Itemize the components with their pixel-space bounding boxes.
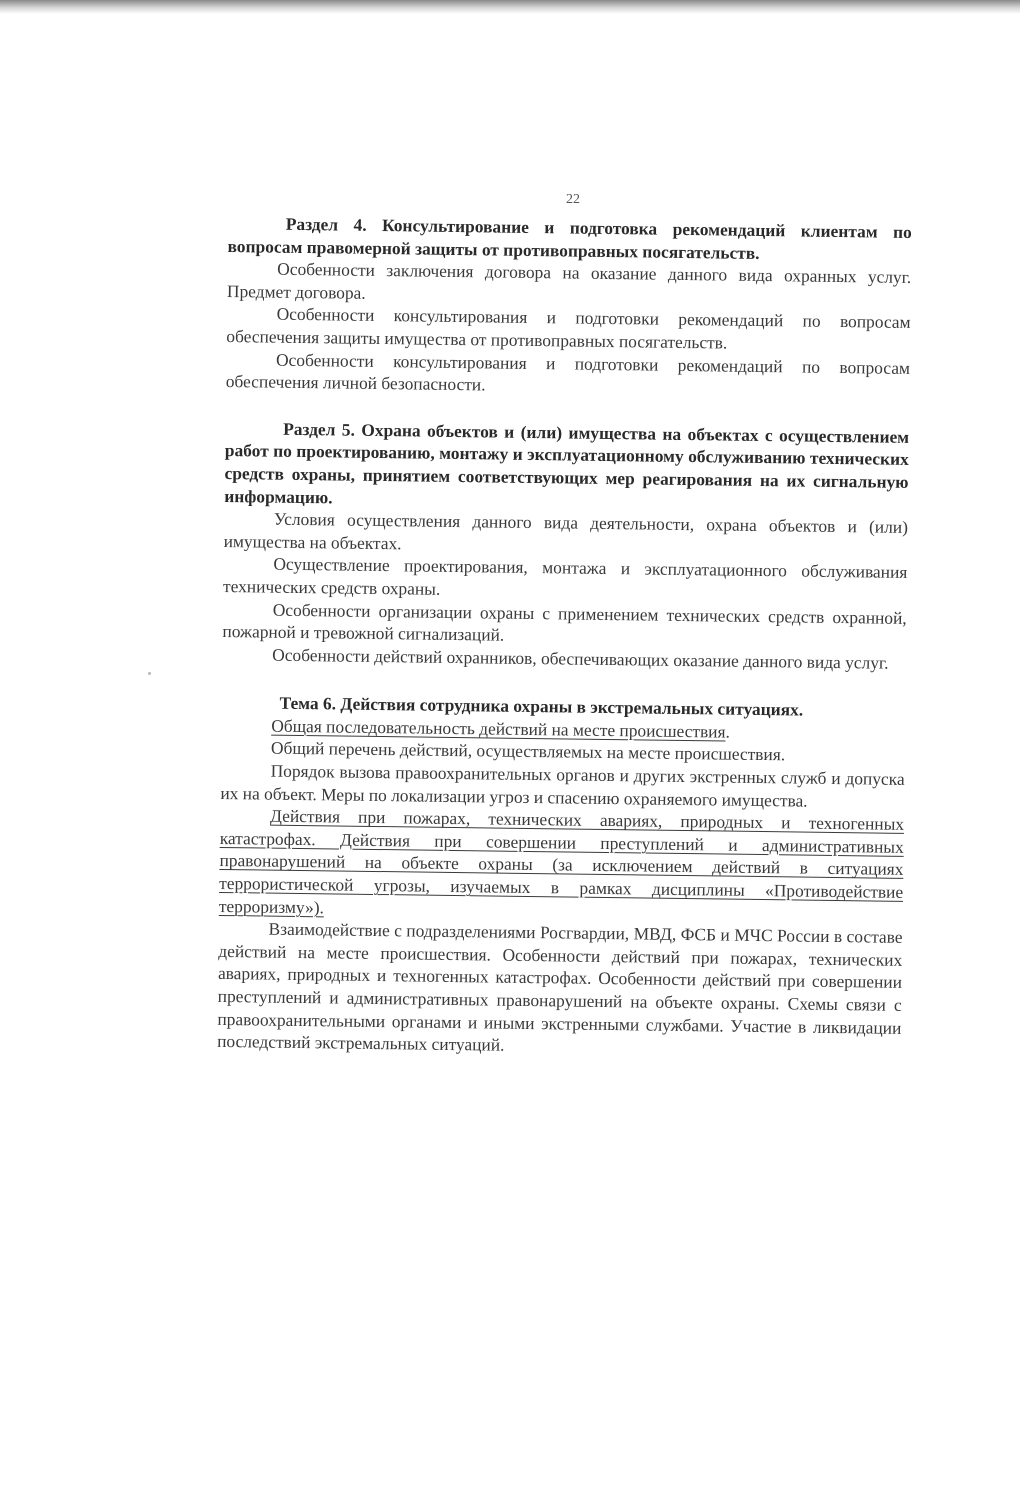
- topic6-underlined-text: Действия при пожарах, технических авариях, природных и техногенных катастрофах. Действия при совершении преступлений и административных правонарушений на объекте охраны (за исключением действий в ситуациях террористической угрозы, изучаемых в рамках дисциплины «Противодействие терроризму»).: [218, 805, 905, 917]
- section5-paragraph: Особенности действий охранников, обеспечивающих оказание данного вида услуг.: [272, 644, 889, 673]
- topic6-intro-period: .: [725, 721, 731, 742]
- scan-speck: [148, 672, 151, 675]
- topic6-final-paragraph: Взаимодействие с подразделениями Росгвардии, МВД, ФСБ и МЧС России в составе действий на месте происшествия. Особенности действий при пожарах, технических авариях, природных и техногенных катастрофах. Особенности действий при совершении преступлений и административных правонарушений на объекте охраны. Схемы связи с правоохранительными органами и иными экстренными службами. Участие в ликвидации последствий экстремальных ситуаций.: [217, 918, 903, 1055]
- topic6-underlined-paragraph: [219, 804, 904, 926]
- topic6-heading: Тема 6. Действия сотрудника охраны в экстремальных ситуациях.: [279, 692, 804, 720]
- document-body: [217, 212, 912, 1062]
- page-number: 22: [566, 192, 580, 207]
- section5-heading: Раздел 5. Охрана объектов и (или) имущества на объектах с осуществлением работ по проектированию, монтажу и эксплуатационному обслуживанию технических средств охраны, принятием соответствующих мер реагирования на их сигнальную информацию.: [224, 418, 910, 507]
- section5-paragraph: Особенности организации охраны с применением технических средств охранной, пожарной и тревожной сигнализаций.: [222, 599, 907, 645]
- topic6-underlined-intro: Общая последовательность действий на месте происшествия: [271, 715, 726, 742]
- section4-heading: Раздел 4. Консультирование и подготовка рекомендаций клиентам по вопросам правомерной защиты от противоправных посягательств.: [227, 213, 912, 263]
- section4-paragraph: Особенности консультирования и подготовки рекомендаций по вопросам обеспечения личной безопасности.: [225, 349, 911, 395]
- topic6-paragraph: Порядок вызова правоохранительных органов и других экстренных служб и допуска их на объект. Меры по локализации угроз и спасению охраняемого имущества.: [220, 760, 905, 811]
- topic6-paragraph: Общий перечень действий, осуществляемых на месте происшествия.: [270, 738, 786, 765]
- section4-paragraph: Особенности консультирования и подготовки рекомендаций по вопросам обеспечения защиты имущества от противоправных посягательств.: [226, 304, 911, 353]
- section4-paragraph: Особенности заключения договора на оказание данного вида охранных услуг. Предмет договора.: [226, 258, 912, 303]
- section5-paragraph: Осуществление проектирования, монтажа и эксплуатационного обслуживания технических средств охраны.: [222, 553, 908, 599]
- scan-top-edge: [0, 0, 1020, 14]
- section5-paragraph: Условия осуществления данного вида деятельности, охрана объектов и (или) имущества на объектах.: [223, 508, 909, 554]
